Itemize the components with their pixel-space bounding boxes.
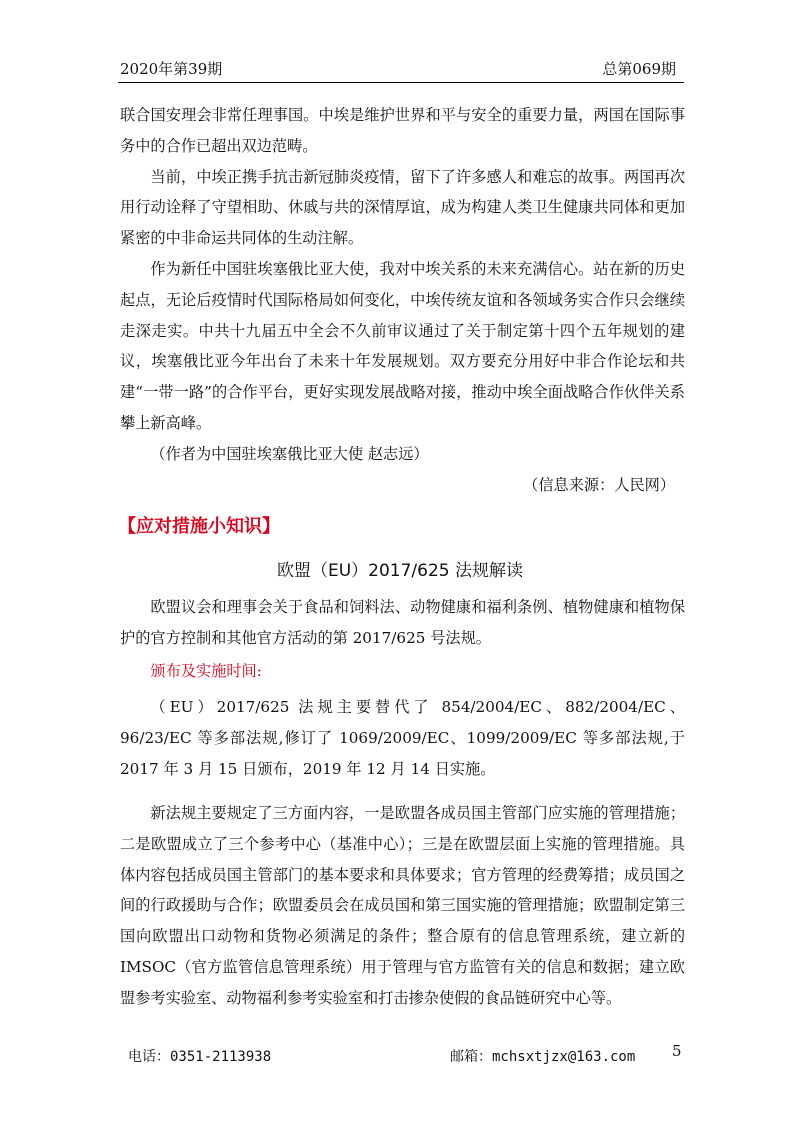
- content-paragraph: 新法规主要规定了三方面内容，一是欧盟各成员国主管部门应实施的管理措施；二是欧盟成立了三个参考中心（基准中心）；三是在欧盟层面上实施的管理措施。具体内容包括成员国主管部门的基本要求和具体要求；官方管理的经费筹措；成员国之间的行政援助与合作；欧盟委员会在成员国和第三国实施的管理措施；欧盟制定第三国向欧盟出口动物和货物必须满足的条件；整合原有的信息管理系统，建立新的 IMSOC（官方监管信息管理系统）用于管理与官方监管有关的信息和数据；建立欧盟参考实验室、动物福利参考实验室和打击掺杂使假的食品链研究中心等。: [120, 804, 685, 1007]
- page-header: [118, 56, 684, 83]
- article-title: 欧盟（EU）2017/625 法规解读: [276, 561, 524, 581]
- article-top-body: [120, 100, 685, 500]
- timeline-paragraph: （EU）2017/625 法规主要替代了 854/2004/EC、882/2004/EC、96/23/EC 等多部法规,修订了 1069/2009/EC、1099/2009/EC 等多部法规,于 2017 年 3 月 15 日颁布，2019 年 12 月 14 日实施。: [120, 698, 685, 778]
- footer-phone: 电话：0351-2113938: [128, 1049, 272, 1065]
- article-body-continued: [120, 798, 685, 1014]
- article-body: [120, 592, 685, 785]
- source-line: （信息来源：人民网）: [523, 475, 675, 494]
- total-issue-number: 总第069期: [602, 60, 676, 78]
- section-heading: 【应对措施小知识】: [118, 516, 280, 537]
- footer-email: 邮箱：mchsxtjzx@163.com: [450, 1049, 636, 1065]
- paragraph: 作为新任中国驻埃塞俄比亚大使，我对中埃关系的未来充满信心。站在新的历史起点，无论后疫情时代国际格局如何变化，中埃传统友谊和各领域务实合作只会继续走深走实。中共十九届五中全会不久前审议通过了关于制定第十四个五年规划的建议，埃塞俄比亚今年出台了未来十年发展规划。双方要充分用好中非合作论坛和共建“一带一路”的合作平台，更好实现发展战略对接，推动中埃全面战略合作伙伴关系攀上新高峰。: [120, 259, 685, 432]
- issue-number: 2020年第39期: [120, 60, 223, 78]
- subheading: 颁布及实施时间:: [150, 661, 262, 680]
- paragraph: 联合国安理会非常任理事国。中埃是维护世界和平与安全的重要力量，两国在国际事务中的合作已超出双边范畴。: [120, 106, 685, 155]
- intro-paragraph: 欧盟议会和理事会关于食品和饲料法、动物健康和福利条例、植物健康和植物保护的官方控制和其他官方活动的第 2017/625 号法规。: [120, 598, 685, 647]
- paragraph: 当前，中埃正携手抗击新冠肺炎疫情，留下了许多感人和难忘的故事。两国再次用行动诠释了守望相助、休戚与共的深情厚谊，成为构建人类卫生健康共同体和更加紧密的中非命运共同体的生动注解。: [120, 167, 685, 248]
- author-note: （作者为中国驻埃塞俄比亚大使 赵志远）: [150, 444, 429, 463]
- page-number: 5: [672, 1042, 682, 1060]
